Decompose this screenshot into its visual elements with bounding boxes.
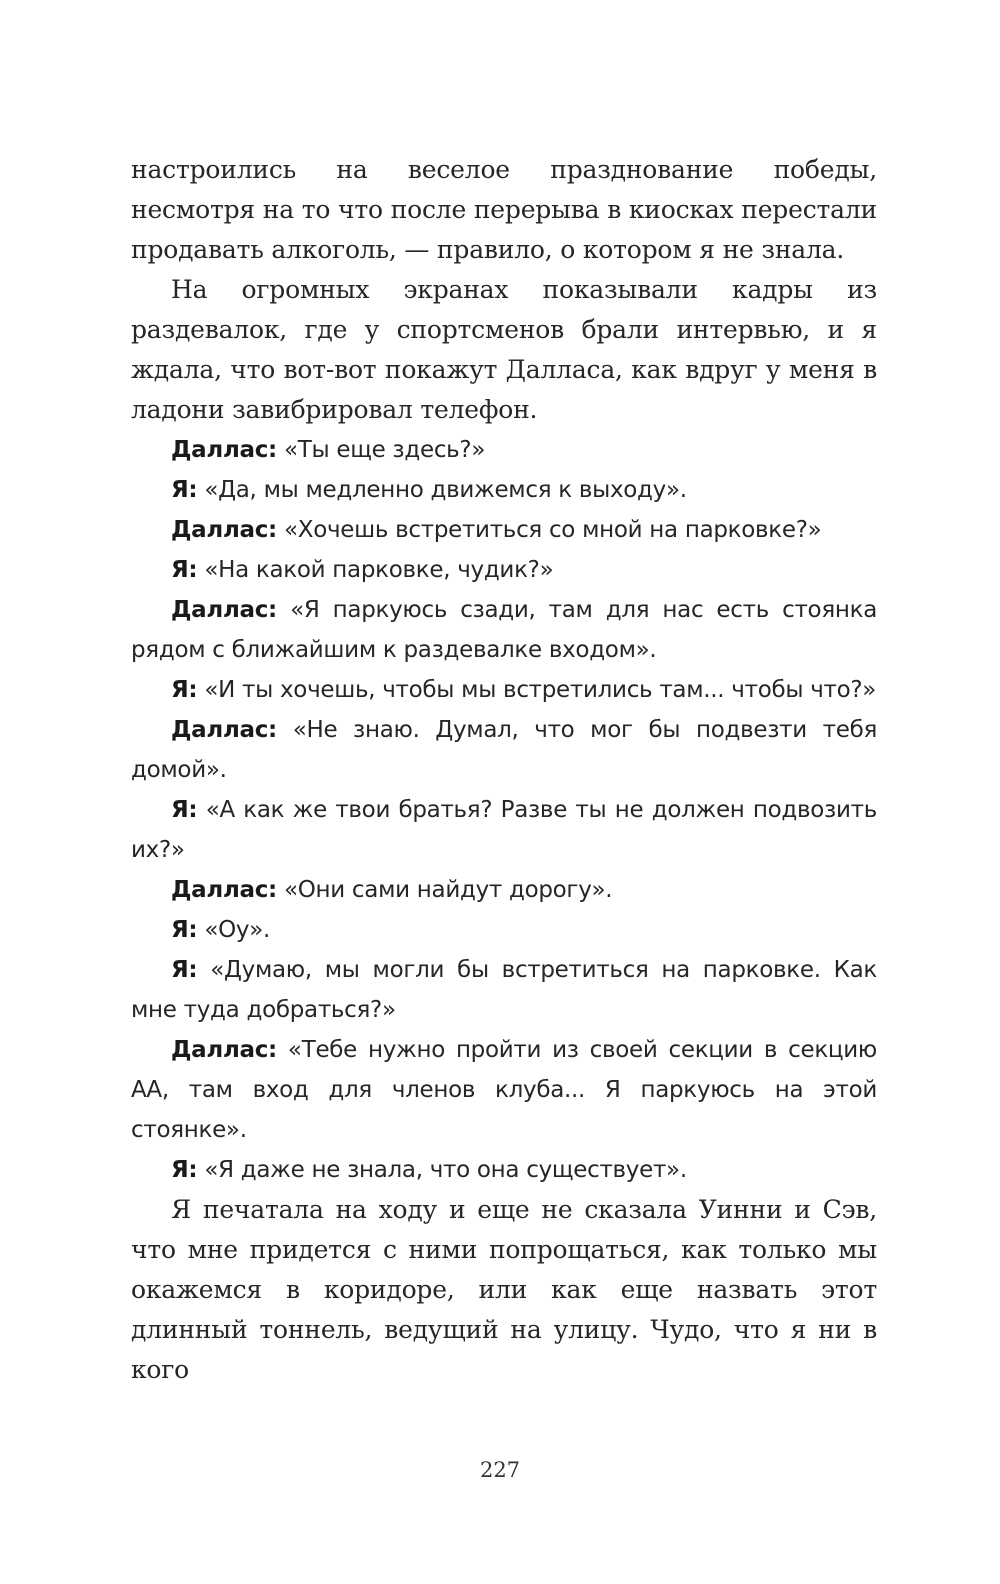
message-text: «На какой парковке, чудик?» [197,557,554,583]
message-text: «Ты еще здесь?» [276,437,486,463]
speaker-name: Я: [171,557,198,583]
message-text: «Тебе нужно пройти из своей секции в секцию АА, там вход для членов клуба... Я паркуюсь на этой стоянке». [131,1037,877,1143]
speaker-name: Даллас: [171,597,277,623]
paragraph: настроились на веселое празднование победы, несмотря на то что после перерыва в киосках перестали продавать алкоголь, — правило, о котором я не знала. [131,155,877,264]
message-text: «Да, мы медленно движемся к выходу». [197,477,687,503]
message [131,870,877,910]
message [131,1150,877,1190]
message-text: «Я паркуюсь сзади, там для нас есть стоянка рядом с ближайшим к раздевалке входом». [131,597,877,663]
speaker-name: Я: [171,797,198,823]
paragraph: На огромных экранах показывали кадры из раздевалок, где у спортсменов брали интервью, и я ждала, что вот-вот покажут Далласа, как вдруг у меня в ладони завибрировал телефон. [131,275,877,424]
speaker-name: Я: [171,477,198,503]
paragraph: Я печатала на ходу и еще не сказала Уинни и Сэв, что мне придется с ними попрощаться, как только мы окажемся в коридоре, или как еще назвать этот длинный тоннель, ведущий на улицу. Чудо, что я ни в кого [131,1195,877,1384]
message-text: «А как же твои братья? Разве ты не должен подвозить их?» [131,797,877,863]
message [131,430,877,470]
message [131,950,877,1030]
message [131,1030,877,1150]
message-text: «Они сами найдут дорогу». [276,877,613,903]
message [131,710,877,790]
speaker-name: Я: [171,1157,198,1183]
message-text: «Оу». [197,917,270,943]
message [131,510,877,550]
message [131,910,877,950]
message [131,550,877,590]
book-page [131,150,877,1390]
speaker-name: Даллас: [171,877,277,903]
message [131,670,877,710]
message [131,470,877,510]
message-text: «И ты хочешь, чтобы мы встретились там... чтобы что?» [197,677,877,703]
message [131,590,877,670]
message-text: «Не знаю. Думал, что мог бы подвезти тебя домой». [131,717,877,783]
speaker-name: Я: [171,957,198,983]
message-text: «Я даже не знала, что она существует». [197,1157,687,1183]
message-text: «Хочешь встретиться со мной на парковке?» [276,517,822,543]
speaker-name: Даллас: [171,517,277,543]
message [131,790,877,870]
speaker-name: Даллас: [171,1037,277,1063]
speaker-name: Я: [171,917,198,943]
speaker-name: Даллас: [171,437,277,463]
message-text: «Думаю, мы могли бы встретиться на парковке. Как мне туда добраться?» [131,957,877,1023]
speaker-name: Я: [171,677,198,703]
speaker-name: Даллас: [171,717,277,743]
page-number: 227 [479,1458,521,1482]
message-list [131,430,877,1190]
